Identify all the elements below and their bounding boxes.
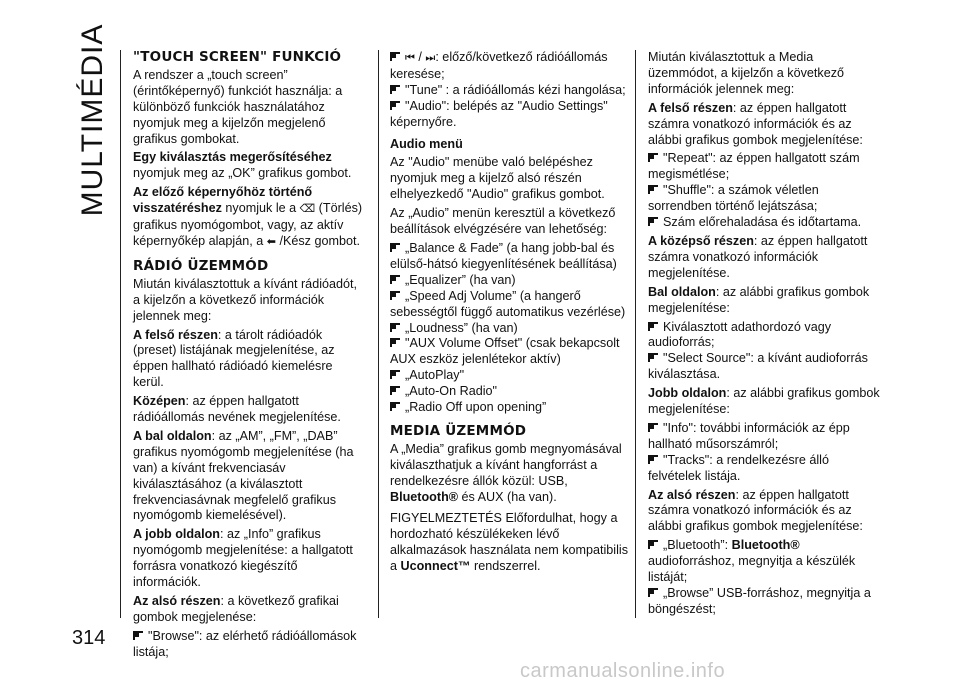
bullet-icon bbox=[390, 52, 401, 62]
bullet-icon bbox=[390, 338, 401, 348]
page-number: 314 bbox=[72, 627, 106, 649]
bullet-audio: "Audio": belépés az "Audio Settings" képernyőre. bbox=[390, 98, 608, 129]
bullet-icon bbox=[133, 631, 144, 641]
bullet-loudness: „Loudness” (ha van) bbox=[390, 321, 630, 337]
section-title-text: MULTIMÉDIA bbox=[76, 23, 109, 217]
paragraph-media-intro: Miután kiválasztottuk a Media üzemmódot, a kijelzőn a következő információk jelennek meg: bbox=[648, 50, 845, 96]
column-3 bbox=[648, 50, 880, 618]
bullet-progress: Szám előrehaladása és időtartama. bbox=[648, 215, 880, 231]
bullet-icon bbox=[648, 588, 659, 598]
bullet-radio-off: „Radio Off upon opening” bbox=[390, 400, 630, 416]
bullet-icon bbox=[648, 185, 659, 195]
paragraph-radio-top: A felső részen: a tárolt rádióadók (preset) listájának megjelenítése, az éppen hallható rádióadó kiemelésre kerül. bbox=[133, 327, 335, 390]
bullet-icon bbox=[648, 540, 659, 550]
bullet-icon bbox=[390, 101, 401, 111]
paragraph-radio-middle: Középen: az éppen hallgatott rádióállomás nevének megjelenítése. bbox=[133, 394, 341, 425]
column-1 bbox=[133, 50, 365, 664]
bullet-browse: "Browse": az elérhető rádióállomások listája; bbox=[133, 628, 357, 659]
bullet-select-source: "Select Source": a kívánt audioforrás kiválasztása. bbox=[648, 351, 868, 382]
paragraph-radio: Miután kiválasztottuk a kívánt rádióadót, a kijelzőn a következő információk jelennek meg: bbox=[133, 276, 358, 323]
bullet-tune: "Tune" : a rádióállomás kézi hangolása; bbox=[390, 83, 630, 99]
paragraph-confirm: Egy kiválasztás megerősítéséhez nyomjuk meg az „OK” grafikus gombot. bbox=[133, 150, 352, 181]
paragraph-touch: A rendszer a „touch screen” (érintőképernyő) funkciót használja: a különböző funkciók használatához nyomjuk meg a kijelzőn megjelenő grafikus gombokat. bbox=[133, 67, 343, 146]
bullet-icon bbox=[390, 85, 401, 95]
paragraph-media-middle: A középső részen: az éppen hallgatott számra vonatkozó információk megjelenítése. bbox=[648, 233, 868, 280]
bullet-icon bbox=[648, 455, 659, 465]
delete-icon: ⌫ bbox=[299, 203, 316, 216]
paragraph-media-left: Bal oldalon: az alábbi grafikus gombok megjelenítése: bbox=[648, 284, 870, 315]
bullet-prev-next: ⏮ / ⏭: előző/következő rádióállomás keresése; bbox=[390, 50, 608, 81]
bullet-icon bbox=[390, 370, 401, 380]
bullet-icon bbox=[390, 243, 401, 253]
bullet-info: "Info": további információk az épp hallható műsorszámról; bbox=[648, 420, 850, 451]
previous-track-icon: ⏮ bbox=[405, 52, 415, 64]
paragraph-media: A „Media” grafikus gomb megnyomásával kiválaszthatjuk a kívánt hangforrást a rendelkezésre állók közül: USB, Bluetooth® és AUX (ha van). bbox=[390, 441, 622, 504]
bullet-icon bbox=[390, 275, 401, 285]
paragraph-radio-left: A bal oldalon: az „AM”, „FM”, „DAB” grafikus nyomógomb megjelenítése (ha van) a kívánt frekvenciasáv kiválasztásához (a kiválasztott frekvenciasávnak megfelelő grafikus nyomógomb kiemelésével). bbox=[133, 428, 354, 523]
bullet-icon bbox=[648, 153, 659, 163]
bullet-source-selected: Kiválasztott adathordozó vagy audioforrás; bbox=[648, 319, 832, 350]
bullet-repeat: "Repeat": az éppen hallgatott szám megismétlése; bbox=[648, 151, 860, 182]
bullet-balance: „Balance & Fade” (a hang jobb-bal és elülső-hátsó kiegyenlítésének beállítása) bbox=[390, 240, 617, 271]
bullet-speed-adj: „Speed Adj Volume” (a hangerő sebességtől függő automatikus vezérlése) bbox=[390, 288, 626, 319]
back-arrow-icon: ⬅ bbox=[266, 235, 276, 248]
paragraph-audio-2: Az „Audio” menün keresztül a következő beállítások elvégzésére van lehetőség: bbox=[390, 206, 616, 237]
bullet-icon bbox=[390, 291, 401, 301]
bullet-equalizer: „Equalizer” (ha van) bbox=[390, 273, 630, 289]
bullet-tracks: "Tracks": a rendelkezésre álló felvételek listája. bbox=[648, 452, 829, 483]
paragraph-warning: FIGYELMEZTETÉS Előfordulhat, hogy a hordozható készülékeken lévő alkalmazások használata nem kompatibilis a Uconnect™ rendszerrel. bbox=[390, 511, 628, 574]
bullet-icon bbox=[648, 353, 659, 363]
bullet-shuffle: "Shuffle": a számok véletlen sorrendben történő lejátszása; bbox=[648, 183, 819, 214]
bullet-icon bbox=[390, 323, 401, 333]
paragraph-audio-1: Az "Audio" menübe való belépéshez nyomjuk meg a kijelző alsó részén elhelyezkedő "Audio" grafikus gombot. bbox=[390, 155, 605, 202]
paragraph-radio-right: A jobb oldalon: az „Info” grafikus nyomógomb megjelenítése: a hallgatott forrásra vonatkozó kiegészítő információk. bbox=[133, 527, 353, 590]
bullet-icon bbox=[648, 423, 659, 433]
paragraph-media-right: Jobb oldalon: az alábbi grafikus gombok megjelenítése: bbox=[648, 386, 880, 417]
heading-touch-screen: "TOUCH SCREEN" FUNKCIÓ bbox=[133, 49, 342, 65]
divider-2 bbox=[378, 50, 379, 618]
paragraph-radio-bottom: Az alsó részen: a következő grafikai gombok megjelenése: bbox=[133, 594, 339, 624]
heading-audio-menu: Audio menü bbox=[390, 136, 463, 151]
paragraph-back: Az előző képernyőhöz történő visszatéréshez nyomjuk le a ⌫ (Törlés) grafikus nyomógombot, vagy, az aktív képernyőkép alapján, a ⬅ /Kész gombot. bbox=[133, 185, 365, 251]
heading-media: MEDIA ÜZEMMÓD bbox=[390, 422, 527, 439]
bullet-browse-usb: „Browse” USB-forráshoz, megnyitja a böngészést; bbox=[648, 586, 871, 616]
divider-3 bbox=[635, 50, 636, 618]
left-divider bbox=[120, 50, 121, 618]
column-2 bbox=[390, 50, 630, 578]
paragraph-media-top: A felső részen: az éppen hallgatott számra vonatkozó információk és az alábbi grafikus gombok megjelenítése: bbox=[648, 100, 863, 147]
bullet-auto-on: „Auto-On Radio" bbox=[390, 384, 630, 400]
bullet-icon bbox=[390, 402, 401, 412]
section-title-vertical bbox=[74, 23, 112, 217]
bullet-bluetooth: „Bluetooth”: Bluetooth® audioforráshoz, megnyitja a készülék listáját; bbox=[648, 538, 856, 585]
bullet-aux: "AUX Volume Offset" (csak bekapcsolt AUX eszköz jelenlétekor aktív) bbox=[390, 336, 620, 367]
paragraph-media-bottom: Az alsó részen: az éppen hallgatott számra vonatkozó információk és az alábbi grafikus gombok megjelenítése: bbox=[648, 487, 863, 534]
heading-radio: RÁDIÓ ÜZEMMÓD bbox=[133, 257, 269, 274]
watermark: carmanualsonline.info bbox=[520, 660, 726, 682]
bullet-icon bbox=[390, 386, 401, 396]
next-track-icon: ⏭ bbox=[425, 52, 436, 64]
bullet-icon bbox=[648, 217, 659, 227]
bullet-icon bbox=[648, 322, 659, 332]
bullet-autoplay: „AutoPlay" bbox=[390, 368, 630, 384]
